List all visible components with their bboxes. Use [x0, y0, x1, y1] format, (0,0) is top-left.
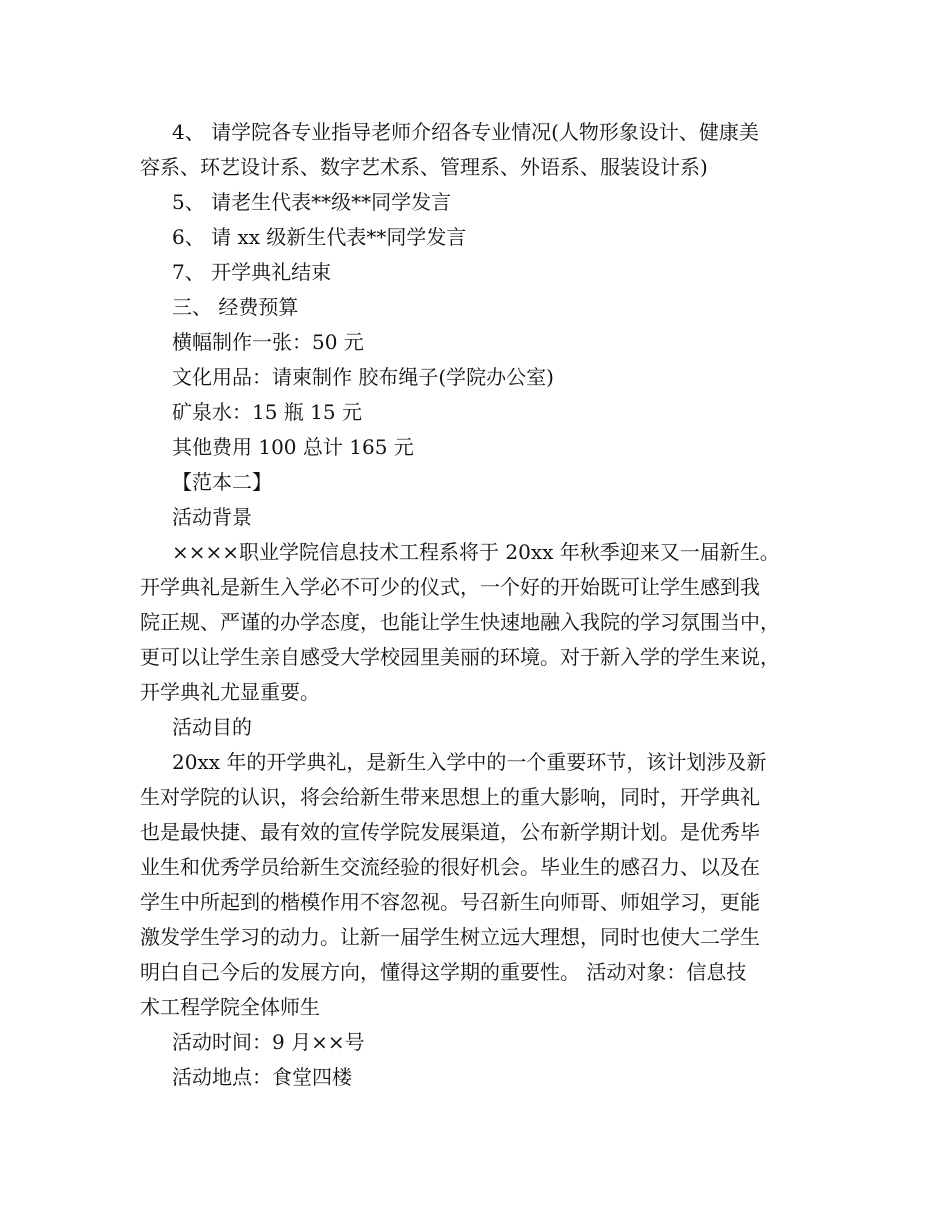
paragraph-purpose-line-4: 业生和优秀学员给新生交流经验的很好机会。毕业生的感召力、以及在: [140, 855, 760, 879]
paragraph-purpose-line-5: 学生中所起到的楷模作用不容忽视。号召新生向师哥、师姐学习，更能: [140, 890, 760, 914]
paragraph-background-line-3: 院正规、严谨的办学态度，也能让学生快速地融入我院的学习氛围当中，: [140, 610, 780, 634]
paragraph-background-line-5: 开学典礼尤显重要。: [140, 680, 320, 704]
budget-stationery: 文化用品：请柬制作 胶布绳子(学院办公室): [172, 365, 554, 389]
template-two-heading: 【范本二】: [172, 470, 272, 494]
paragraph-purpose-line-7: 明白自己今后的发展方向，懂得这学期的重要性。 活动对象：信息技: [140, 960, 747, 984]
budget-banner: 横幅制作一张：50 元: [172, 330, 364, 354]
paragraph-purpose-line-2: 生对学院的认识，将会给新生带来思想上的重大影响，同时，开学典礼: [140, 785, 760, 809]
list-item-7: 7、 开学典礼结束: [172, 260, 332, 284]
list-item-4: 4、 请学院各专业指导老师介绍各专业情况(人物形象设计、健康美: [172, 120, 759, 144]
section-heading-budget: 三、 经费预算: [172, 295, 299, 319]
paragraph-purpose-line-6: 激发学生学习的动力。让新一届学生树立远大理想，同时也使大二学生: [140, 925, 760, 949]
paragraph-purpose-line-3: 也是最快捷、最有效的宣传学院发展渠道，公布新学期计划。是优秀毕: [140, 820, 760, 844]
paragraph-background-line-2: 开学典礼是新生入学必不可少的仪式，一个好的开始既可让学生感到我: [140, 575, 760, 599]
activity-time: 活动时间：9 月××号: [172, 1030, 365, 1054]
list-item-6: 6、 请 xx 级新生代表**同学发言: [172, 225, 467, 249]
paragraph-purpose-line-8: 术工程学院全体师生: [140, 995, 320, 1019]
paragraph-purpose-line-1: 20xx 年的开学典礼，是新生入学中的一个重要环节，该计划涉及新: [172, 750, 767, 774]
list-item-4-continuation: 容系、环艺设计系、数字艺术系、管理系、外语系、服装设计系): [140, 155, 708, 179]
paragraph-background-line-4: 更可以让学生亲自感受大学校园里美丽的环境。对于新入学的学生来说，: [140, 645, 780, 669]
budget-total: 其他费用 100 总计 165 元: [172, 435, 414, 459]
budget-water: 矿泉水：15 瓶 15 元: [172, 400, 362, 424]
heading-purpose: 活动目的: [172, 715, 252, 739]
activity-location: 活动地点：食堂四楼: [172, 1065, 352, 1089]
list-item-5: 5、 请老生代表**级**同学发言: [172, 190, 452, 214]
heading-background: 活动背景: [172, 505, 252, 529]
paragraph-background-line-1: ××××职业学院信息技术工程系将于 20xx 年秋季迎来又一届新生。: [172, 540, 780, 564]
